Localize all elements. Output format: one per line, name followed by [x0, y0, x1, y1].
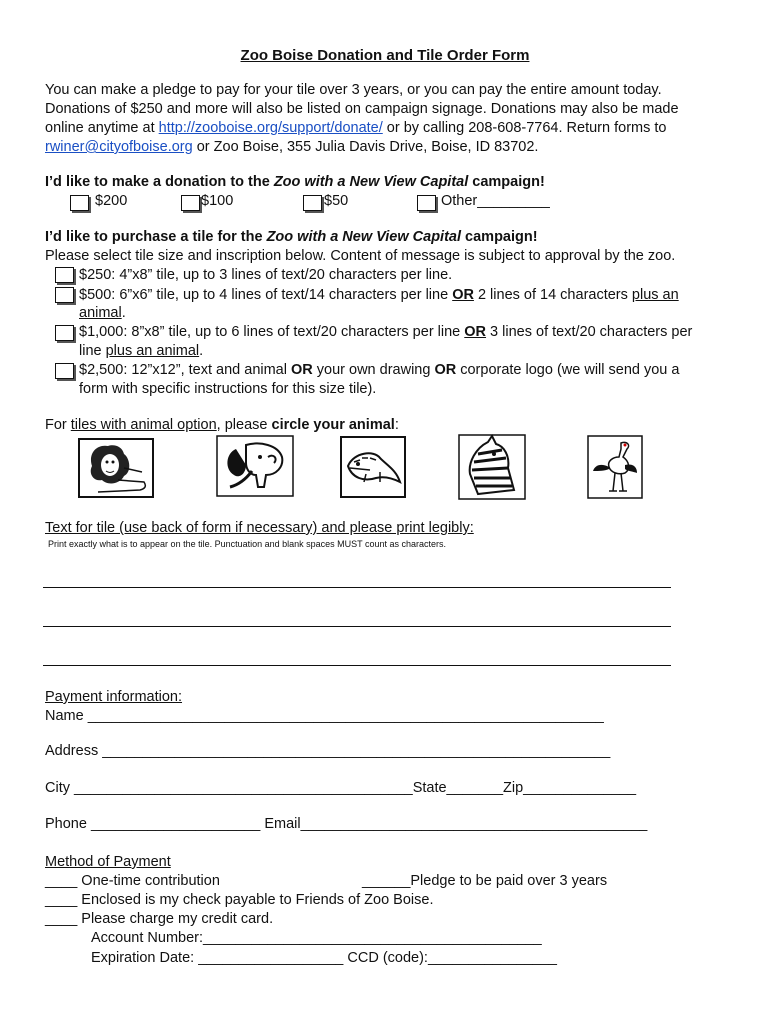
donation-200-label: $200	[95, 193, 128, 209]
tile-500-label: $500: 6”x6” tile, up to 4 lines of text/14 characters per line OR 2 lines of 14 characters plus an	[79, 287, 679, 303]
method-heading: Method of Payment	[45, 854, 171, 870]
intro-line-1: You can make a pledge to pay for your tile over 3 years, or you can pay the entire amount today.	[45, 82, 662, 98]
intro-text: online anytime at	[45, 120, 159, 136]
donation-other-checkbox[interactable]	[417, 195, 436, 211]
form-title: Zoo Boise Donation and Tile Order Form	[240, 47, 530, 64]
check-option[interactable]: ____ Enclosed is my check payable to Friends of Zoo Boise.	[45, 892, 434, 908]
donation-200-checkbox[interactable]	[70, 195, 89, 211]
account-number-field[interactable]: Account Number:__________________________________________	[91, 930, 542, 946]
pledge-option[interactable]: ______Pledge to be paid over 3 years	[362, 873, 608, 889]
tile-250-checkbox[interactable]	[55, 267, 74, 283]
address-field[interactable]: Address _______________________________________________________________	[45, 743, 611, 759]
tile-instructions: Please select tile size and inscription below. Content of message is subject to approval by the zoo.	[45, 248, 676, 264]
expiration-ccd-field[interactable]: Expiration Date: __________________ CCD (code):________________	[91, 950, 557, 966]
tile-heading: I’d like to purchase a tile for the Zoo with a New View Capital campaign!	[45, 229, 538, 245]
lion-icon[interactable]	[78, 438, 154, 498]
animal-instruction: For tiles with animal option, please circle your animal:	[45, 417, 399, 433]
intro-line-2: Donations of $250 and more will also be listed on campaign signage. Donations may also be made	[45, 101, 679, 117]
tile-1000-label-cont: line plus an animal.	[79, 343, 204, 359]
donation-50-label: $50	[324, 193, 349, 209]
tile-text-note: Print exactly what is to appear on the tile. Punctuation and blank spaces MUST count as characters.	[48, 539, 447, 549]
tile-250-label: $250: 4”x8” tile, up to 3 lines of text/20 characters per line.	[79, 267, 453, 283]
donation-100-checkbox[interactable]	[181, 195, 200, 211]
intro-line-4	[45, 139, 538, 155]
zebra-icon[interactable]	[458, 434, 526, 500]
intro-text: or by calling 208-608-7764. Return forms to	[382, 120, 667, 136]
tile-1000-label: $1,000: 8”x8” tile, up to 6 lines of text/20 characters per line OR 3 lines of text/20 characters per	[79, 324, 693, 340]
donation-50-checkbox[interactable]	[303, 195, 322, 211]
tile-500-checkbox[interactable]	[55, 287, 74, 303]
elephant-icon[interactable]	[216, 435, 294, 497]
intro-line-3	[45, 120, 666, 136]
one-time-option[interactable]: ____ One-time contribution	[45, 873, 220, 889]
tile-text-line-1[interactable]	[43, 587, 671, 588]
tile-2500-checkbox[interactable]	[55, 363, 74, 379]
tile-2500-label: $2,500: 12”x12”, text and animal OR your own drawing OR corporate logo (we will send you a	[79, 362, 680, 378]
payment-heading: Payment information:	[45, 689, 183, 705]
tile-2500-label-cont: form with specific instructions for this size tile).	[79, 381, 377, 397]
donation-heading: I’d like to make a donation to the Zoo with a New View Capital campaign!	[45, 174, 545, 190]
donation-100-label: $100	[201, 193, 234, 209]
tile-text-heading: Text for tile (use back of form if necessary) and please print legibly:	[45, 520, 474, 536]
name-field[interactable]: Name ________________________________________________________________	[45, 708, 604, 724]
tile-1000-checkbox[interactable]	[55, 325, 74, 341]
tile-text-line-2[interactable]	[43, 626, 671, 627]
donation-other-label: Other_________	[441, 193, 550, 209]
donate-link[interactable]: http://zooboise.org/support/donate/	[158, 120, 383, 136]
tile-text-line-3[interactable]	[43, 665, 671, 666]
tile-500-label-cont: animal.	[79, 305, 126, 321]
alligator-icon[interactable]	[340, 436, 406, 498]
intro-text: or Zoo Boise, 355 Julia Davis Drive, Boise, ID 83702.	[192, 139, 539, 155]
crane-icon[interactable]	[587, 435, 643, 499]
email-link[interactable]: rwiner@cityofboise.org	[45, 139, 193, 155]
city-state-zip-field[interactable]: City __________________________________________State_______Zip______________	[45, 780, 637, 796]
phone-email-field[interactable]: Phone _____________________ Email___________________________________________	[45, 816, 648, 832]
credit-card-option[interactable]: ____ Please charge my credit card.	[45, 911, 274, 927]
